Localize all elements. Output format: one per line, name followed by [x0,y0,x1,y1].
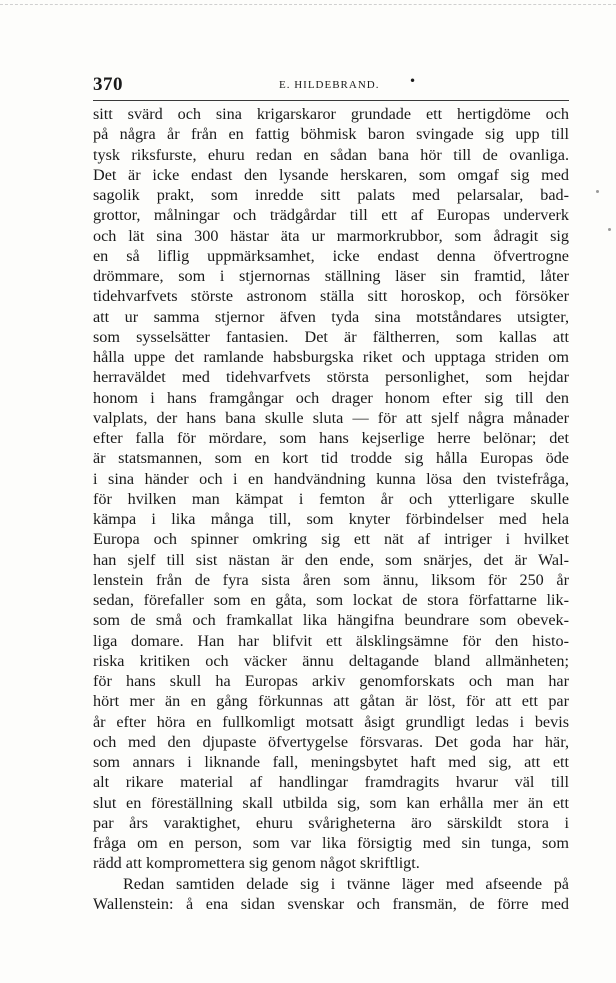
text-line: lenstein från de fyra sista åren som ännu, liksom för 250 år [93,570,569,589]
text-line: Europa och spinner omkring sig ett nät af intriger i hvilket [93,530,569,549]
text-line: och lät sina 300 hästar äta ur marmorkrubbor, som ådragit sig [93,226,569,245]
paragraph [93,104,569,874]
text-line: som de små och framkallat lika hängifna beundrare som obevek- [93,611,569,630]
text-line: som sysselsätter fantasien. Det är fältherren, som kallas att [93,327,569,346]
text-line: Redan samtiden delade sig i tvänne läger med afseende på [123,874,569,893]
running-head: E. HILDEBRAND. [279,79,380,91]
text-line: för hvilken man kämpat i femton år och ytterligare skulle [93,489,569,508]
text-line: sedan, förefaller som en gåta, som lockat de stora författarne lik- [93,591,569,609]
body-text [93,104,569,914]
text-line: efter falla för mördare, som hans kejserlige herre belönar; det [93,429,569,447]
text-line: grottor, målningar och trädgårdar till ett af Europas underverk [93,206,569,225]
text-line: sagolik prakt, som inredde sitt palats med pelarsalar, bad- [93,186,569,204]
text-line: herraväldet med tidehvarfvets största personlighet, som hejdar [93,368,569,387]
text-line: slut en föreställning skall utbilda sig, som kan erhålla mer än ett [93,793,569,812]
text-line: han sjelf till sist nästan är den ende, som snärjes, det är Wal- [93,550,569,569]
text-line: tysk riksfurste, ehuru redan en sådan bana hör till de ovanliga. [93,145,569,164]
page-top-edge [0,4,616,5]
text-line: tidehvarfvets störste astronom ställa sitt horoskop, och försöker [93,287,569,306]
text-line: hört mer än en gång förkunnas att gåtan är löst, för att ett par [93,692,569,711]
text-line: kämpa i lika många till, som knyter förbindelser med hela [93,510,569,528]
text-line: en så liflig uppmärksamhet, icke endast denna öfvertrogne [93,246,569,265]
text-line: fråga om en person, som var lika försigtig med sin tunga, som [93,834,569,852]
text-line: sitt svärd och sina krigarskaror grundade ett hertigdöme och [93,105,569,123]
text-line: och med den djupaste öfvertygelse försvaras. Det goda har här, [93,732,569,751]
text-line: för hans skull ha Europas arkiv genomforskats och man har [93,672,569,690]
text-line: alt rikare material af handlingar framdragits hvarur väl till [93,773,569,792]
text-line: år efter höra en fullkomligt motsatt åsigt grundligt ledas i bevis [93,712,569,731]
text-line: hålla uppe det ramlande habsburgska riket och upptaga striden om [93,348,569,366]
text-line: rädd att kompromettera sig genom något skriftligt. [93,854,420,873]
text-line: på några år från en fattig böhmisk baron svingade sig upp till [93,125,569,144]
header-mark: • [409,74,417,88]
text-line: valplats, der hans bana skulle sluta — för att sjelf några månader [93,408,569,427]
text-line: i sina händer och i en handvändning kunna lösa den tvistefråga, [93,469,569,488]
text-line: drömmare, som i stjernornas ställning läser sin framtid, låter [93,267,569,285]
text-line: Wallenstein: å ena sidan svenskar och fransmän, de förre med [93,894,569,913]
text-line: liga domare. Han har blifvit ett älsklingsämne för den histo- [93,631,569,650]
header-rule [93,100,569,101]
page-number: 370 [93,74,123,95]
text-line: honom i hans framgångar och drager honom efter sig till den [93,388,569,407]
page-header [93,74,573,98]
paragraph [93,874,569,915]
text-line: Det är icke endast den lysande herskaren, som omgaf sig med [93,165,569,184]
margin-speck [608,228,611,231]
margin-speck [596,190,599,193]
text-line: är statsmannen, som en kort tid trodde sig hålla Europas öde [93,449,569,468]
text-line: par års varaktighet, ehuru svårigheterna äro särskildt stora i [93,813,569,832]
text-line: riska kritiken och väcker ännu deltagande bland allmänheten; [93,651,569,670]
text-line: som annars i liknande fall, meningsbytet haft med sig, att ett [93,753,569,771]
text-line: att ur samma stjernor äfven tyda sina motståndares utsigter, [93,307,569,326]
